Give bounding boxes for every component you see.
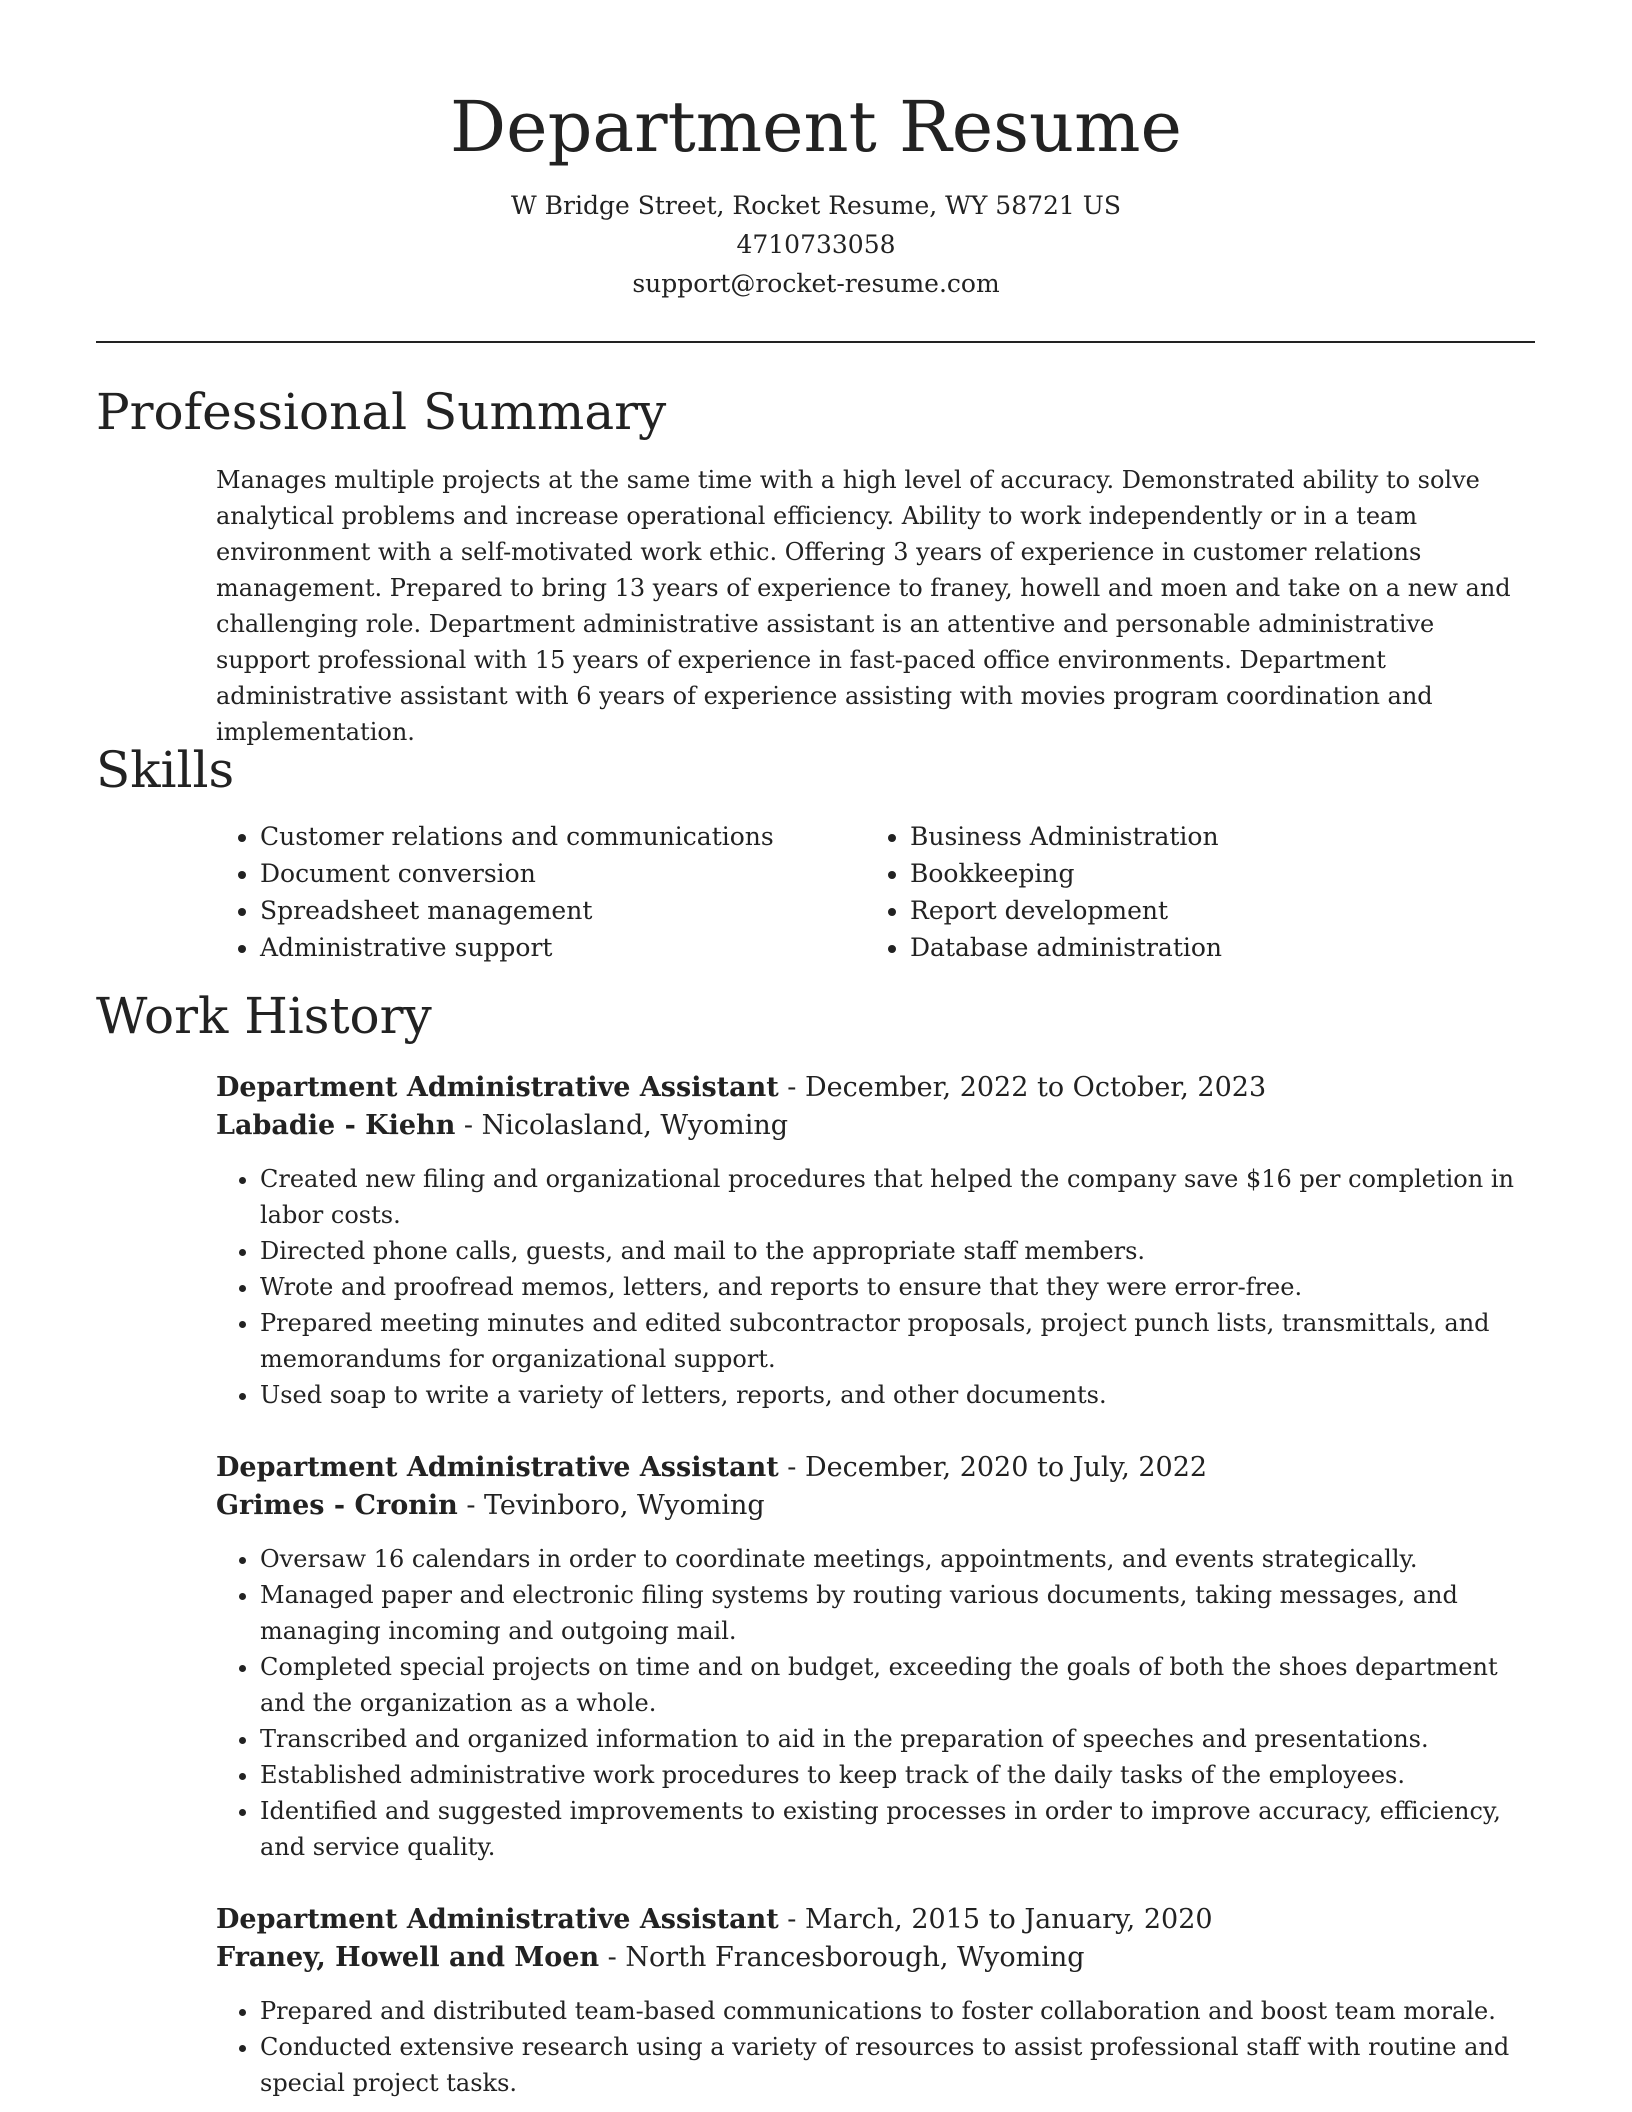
job-dates: - March, 2015 to January, 2020 [778, 1904, 1213, 1935]
phone: 4710733058 [736, 230, 896, 259]
job-entry [216, 1069, 1536, 1413]
duty-item: • Wrote and proofread memos, letters, and reports to ensure that they were error-free. [260, 1269, 1536, 1305]
duty-item: • Managed paper and electronic filing systems by routing various documents, taking messages, and managing incoming and outgoing mail. [260, 1577, 1536, 1649]
resume-name: Department Resume [450, 86, 1182, 168]
job-location: - Nicolasland, Wyoming [455, 1110, 789, 1141]
skill-item: • Bookkeeping [910, 855, 1516, 892]
skill-item: • Report development [910, 892, 1516, 929]
job-title: Department Administrative Assistant [216, 1072, 779, 1103]
skill-item: • Business Administration [910, 818, 1516, 855]
skill-item: • Customer relations and communications [260, 818, 866, 855]
skills-column-right [866, 818, 1516, 966]
duty-item: • Prepared and distributed team-based communications to foster collaboration and boost team morale. [260, 1993, 1536, 2029]
job-company: Franey, Howell and Moen [216, 1942, 600, 1973]
job-employer [216, 1939, 1536, 1977]
duty-item: • Conducted extensive research using a variety of resources to assist professional staff with routine and special project tasks. [260, 2029, 1536, 2101]
summary-text: Manages multiple projects at the same time with a high level of accuracy. Demonstrated ability to solve analytical problems and increase operational efficiency. Ability to work independently or in a team environment with a self-motivated work ethic. Offering 3 years of experience in customer relations management. Prepared to bring 13 years of experience to franey, howell and moen and take on a new and challenging role. Department administrative assistant is an attentive and personable administrative support professional with 15 years of experience in fast-paced office environments. Department administrative assistant with 6 years of experience assisting with movies program coordination and implementation. [216, 466, 1511, 746]
skill-item: • Document conversion [260, 855, 866, 892]
duty-item: • Used soap to write a variety of letters, reports, and other documents. [260, 1377, 1536, 1413]
job-location: - Tevinboro, Wyoming [457, 1490, 765, 1521]
job-employer [216, 1107, 1536, 1145]
duty-item: • Prepared meeting minutes and edited subcontractor proposals, project punch lists, transmittals, and memorandums for organizational support. [260, 1305, 1536, 1377]
job-employer [216, 1487, 1536, 1525]
job-heading [216, 1449, 1536, 1487]
job-entry [216, 1449, 1536, 1865]
skill-item: • Administrative support [260, 929, 866, 966]
job-company: Grimes - Cronin [216, 1490, 458, 1521]
job-duties [216, 1161, 1536, 1413]
duty-item: • Directed phone calls, guests, and mail to the appropriate staff members. [260, 1233, 1536, 1269]
duty-item: • Created new filing and organizational procedures that helped the company save $16 per completion in labor costs. [260, 1161, 1536, 1233]
skill-item: • Spreadsheet management [260, 892, 866, 929]
skills-column-left [216, 818, 866, 966]
duty-item: • Oversaw 16 calendars in order to coordinate meetings, appointments, and events strategically. [260, 1541, 1536, 1577]
job-duties [216, 1993, 1536, 2101]
job-heading [216, 1901, 1536, 1939]
resume-header [0, 0, 1632, 303]
job-heading [216, 1069, 1536, 1107]
duty-item: • Completed special projects on time and on budget, exceeding the goals of both the shoes department and the organization as a whole. [260, 1649, 1536, 1721]
duty-item: • Identified and suggested improvements to existing processes in order to improve accuracy, efficiency, and service quality. [260, 1793, 1536, 1865]
duty-item: • Established administrative work procedures to keep track of the daily tasks of the employees. [260, 1757, 1536, 1793]
skills-list [216, 818, 1516, 966]
contact-block [0, 186, 1632, 303]
job-entry [216, 1901, 1536, 2101]
work-history-heading: Work History [96, 987, 432, 1045]
email: support@rocket-resume.com [632, 269, 1000, 298]
skills-heading: Skills [96, 741, 235, 799]
duty-item: • Transcribed and organized information to aid in the preparation of speeches and presentations. [260, 1721, 1536, 1757]
job-company: Labadie - Kiehn [216, 1110, 456, 1141]
header-divider [96, 341, 1535, 343]
job-title: Department Administrative Assistant [216, 1904, 779, 1935]
skill-item: • Database administration [910, 929, 1516, 966]
address: W Bridge Street, Rocket Resume, WY 58721 US [511, 191, 1121, 220]
job-location: - North Francesborough, Wyoming [599, 1942, 1085, 1973]
job-title: Department Administrative Assistant [216, 1452, 779, 1483]
job-dates: - December, 2022 to October, 2023 [778, 1072, 1267, 1103]
summary-heading: Professional Summary [96, 383, 667, 441]
job-duties [216, 1541, 1536, 1865]
job-dates: - December, 2020 to July, 2022 [778, 1452, 1208, 1483]
